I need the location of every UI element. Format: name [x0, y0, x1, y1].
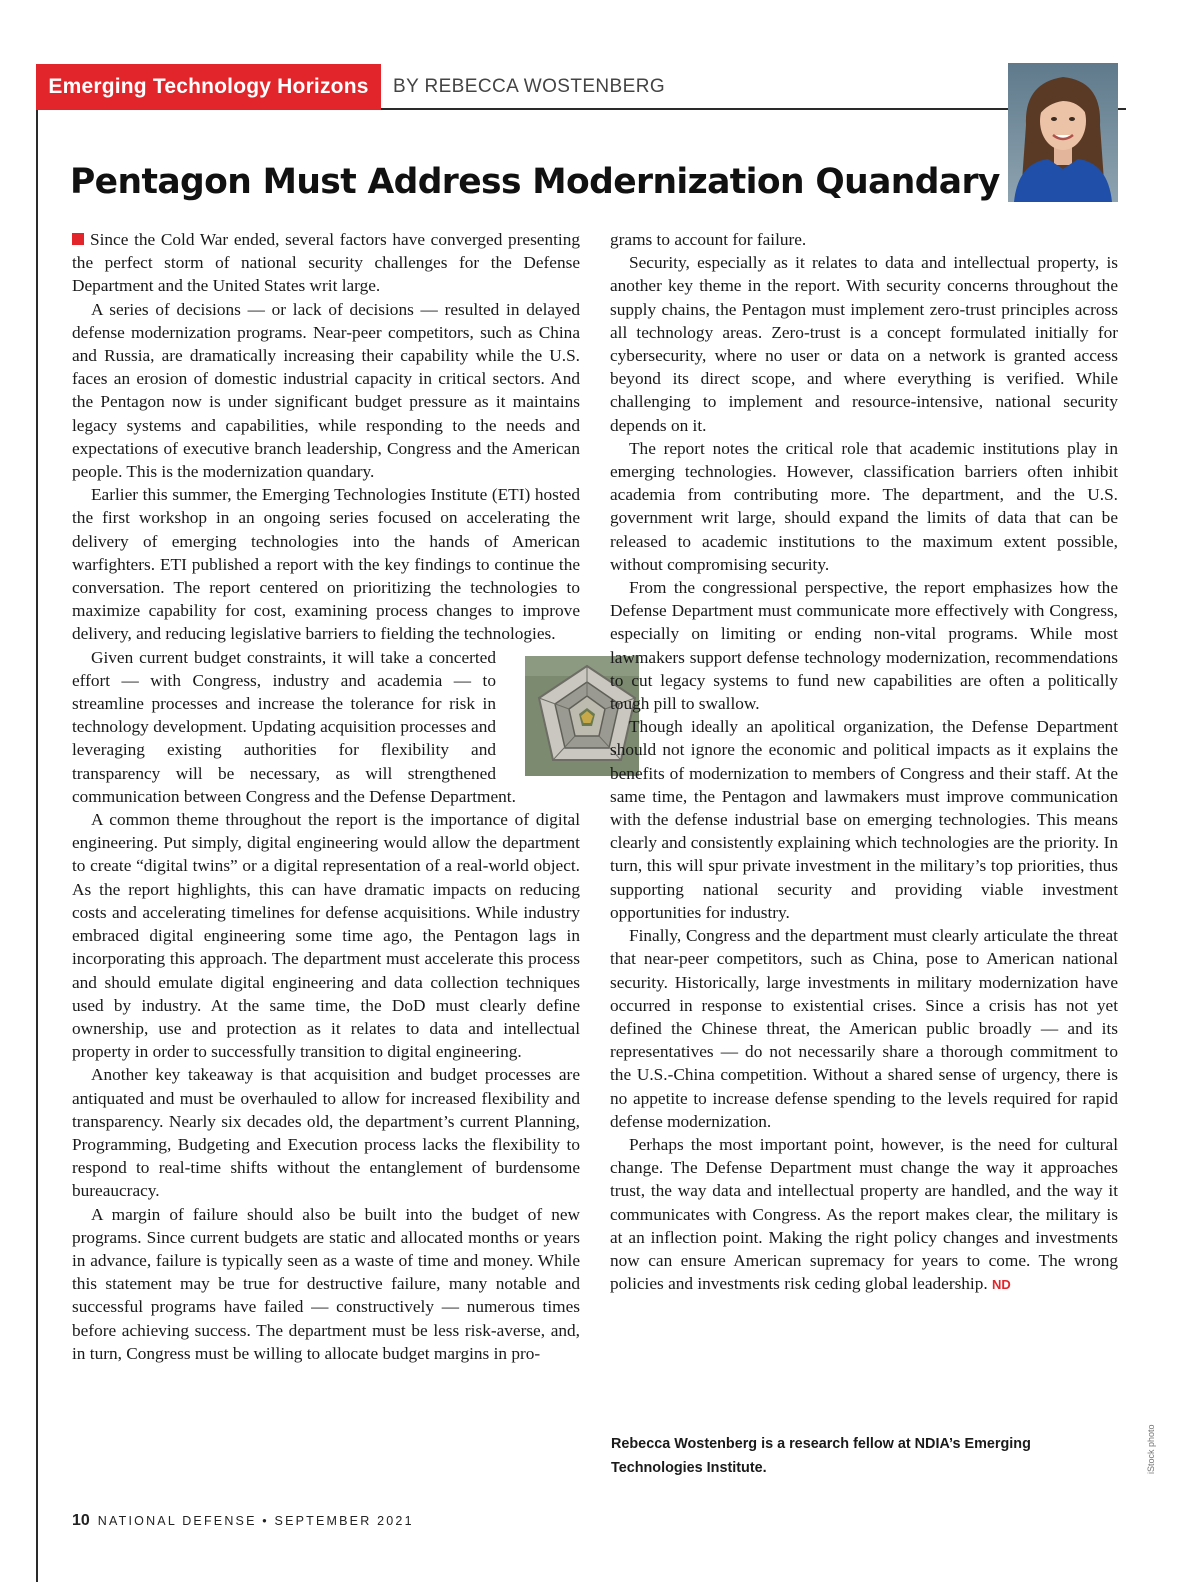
byline: BY REBECCA WOSTENBERG	[393, 76, 665, 97]
paragraph: A margin of failure should also be built into the budget of new programs. Since current budgets are static and allocated months or years in advance, failure is typically seen as a waste of time and money. While this statement may be true for destructive failure, many notable and successful programs have failed — constructively — numerous times before achieving success. The department must be less risk-averse, and, in turn, Congress must be willing to allocate budget margins in pro-	[72, 1204, 580, 1363]
paragraph: A common theme throughout the report is the importance of digital engineering. Put simply, digital engineering would allow the department to create “digital twins” or a digital representation of a real-world object. As the report highlights, this can have dramatic impacts on reducing costs and accelerating timelines for defense acquisitions. While industry embraced digital engineering some time ago, the Pentagon lags in incorporating this approach. The department must accelerate this process and should emulate digital engineering and data collection techniques used by industry. At the same time, the DoD must clearly define ownership, use and protection as it relates to data and intellectual property in order to successfully transition to digital engineering.	[72, 810, 580, 1062]
end-mark: ND	[992, 1277, 1011, 1293]
photo-credit: iStock photo	[1146, 1424, 1156, 1474]
pentagon-aerial-photo	[506, 656, 620, 776]
left-margin-rule	[36, 64, 38, 1582]
paragraph: A series of decisions — or lack of decisions — resulted in delayed defense modernization programs. Near-peer competitors, such as China and Russia, are dramatically increasing their capability while the U.S. faces an erosion of domestic industrial capacity in critical sectors. And the Pentagon now is under significant budget pressure as it maintains legacy systems and capabilities, while responding to the needs and expectations of executive branch leadership, Congress and the American people. This is the modernization quandary.	[72, 299, 580, 482]
article-headline: Pentagon Must Address Modernization Quandary	[70, 162, 1000, 202]
lead-bullet-marker	[72, 233, 84, 245]
paragraph: From the congressional perspective, the report emphasizes how the Defense Department must communicate more effectively with Congress, especially on limiting or ending non-vital programs. While most lawmakers support defense technology modernization, recommendations to cut legacy systems to fund new capabilities are often a politically tough pill to swallow.	[610, 578, 1118, 714]
paragraph: Another key takeaway is that acquisition and budget processes are antiquated and must be overhauled to allow for increased flexibility and transparency. Nearly six decades old, the department’s current Planning, Programming, Budgeting and Execution process lacks the flexibility to respond to real-time shifts without the entanglement of burdensome bureaucracy.	[72, 1065, 580, 1201]
paragraph: grams to account for failure.	[610, 230, 807, 249]
author-bio: Rebecca Wostenberg is a research fellow at NDIA’s Emerging Technologies Institute.	[611, 1436, 1031, 1476]
page-number: 10	[72, 1512, 90, 1529]
publication-info: NATIONAL DEFENSE • SEPTEMBER 2021	[97, 1514, 414, 1528]
article-column-left	[72, 228, 580, 1365]
page-footer	[72, 1512, 414, 1530]
paragraph: Earlier this summer, the Emerging Technologies Institute (ETI) hosted the first workshop in an ongoing series focused on accelerating the delivery of emerging technologies into the hands of American warfighters. ETI published a report with the key findings to continue the conversation. The report centered on prioritizing the technologies to maximize capability for cost, examining process changes to improve delivery, and reducing legislative barriers to fielding the technologies.	[72, 485, 580, 644]
paragraph: Given current budget constraints, it will take a concerted effort — with Congress, industry and academia — to streamline processes and increase the tolerance for risk in technology development. Updating acquisition processes and leveraging existing authorities for flexibility and transparency will be necessary, as will strengthened communication between Congress and the Defense Department.	[72, 646, 580, 808]
paragraph: Since the Cold War ended, several factors have converged presenting the perfect storm of national security challenges for the Defense Department and the United States writ large.	[72, 230, 580, 296]
paragraph: The report notes the critical role that academic institutions play in emerging technologies. However, classification barriers often inhibit academia from contributing more. The department, and the U.S. government writ large, should expand the limits of data that can be released to academic institutions to the maximum extent possible, without compromising security.	[610, 438, 1118, 574]
article-column-right	[610, 228, 1118, 1296]
paragraph: Perhaps the most important point, however, is the need for cultural change. The Defense Department must change the way it approaches trust, the way data and intellectual property are handled, and the way it communicates with Congress. As the report makes clear, the military is at an inflection point. Making the right policy changes and investments now can ensure American supremacy for years to come. The wrong policies and investments risk ceding global leadership. ND	[610, 1134, 1118, 1294]
department-label: Emerging Technology Horizons	[36, 64, 381, 110]
paragraph: Though ideally an apolitical organization, the Defense Department should not ignore the economic and political impacts as it explains the benefits of modernization to members of Congress and their staff. At the same time, the Pentagon and lawmakers must improve communication with the defense industrial base on emerging technologies. This means clearly and consistently explaining which technologies are the priority. In turn, this will spur private investment in the military’s top priorities, thus supporting national security and providing viable investment opportunities for industry.	[610, 717, 1118, 922]
author-photo	[1008, 63, 1118, 202]
author-portrait-image	[1008, 63, 1118, 202]
paragraph: Security, especially as it relates to data and intellectual property, is another key theme in the report. With security concerns throughout the supply chains, the Pentagon must implement zero-trust principles across all technology areas. Zero-trust is a concept formulated initially for cybersecurity, where no user or data on a network is granted access beyond its direct scope, and where everything is verified. While challenging to implement and resource-intensive, national security depends on it.	[610, 253, 1118, 435]
paragraph: Finally, Congress and the department must clearly articulate the threat that near-peer competitors, such as China, pose to American national security. Historically, large investments in military modernization have occurred in response to existential crises. Since a crisis has not yet defined the Chinese threat, the American public broadly — and its representatives — do not necessarily share a thorough commitment to the U.S.-China competition. Without a shared sense of urgency, there is no appetite to increase defense spending to the levels required for rapid defense modernization.	[610, 926, 1118, 1131]
